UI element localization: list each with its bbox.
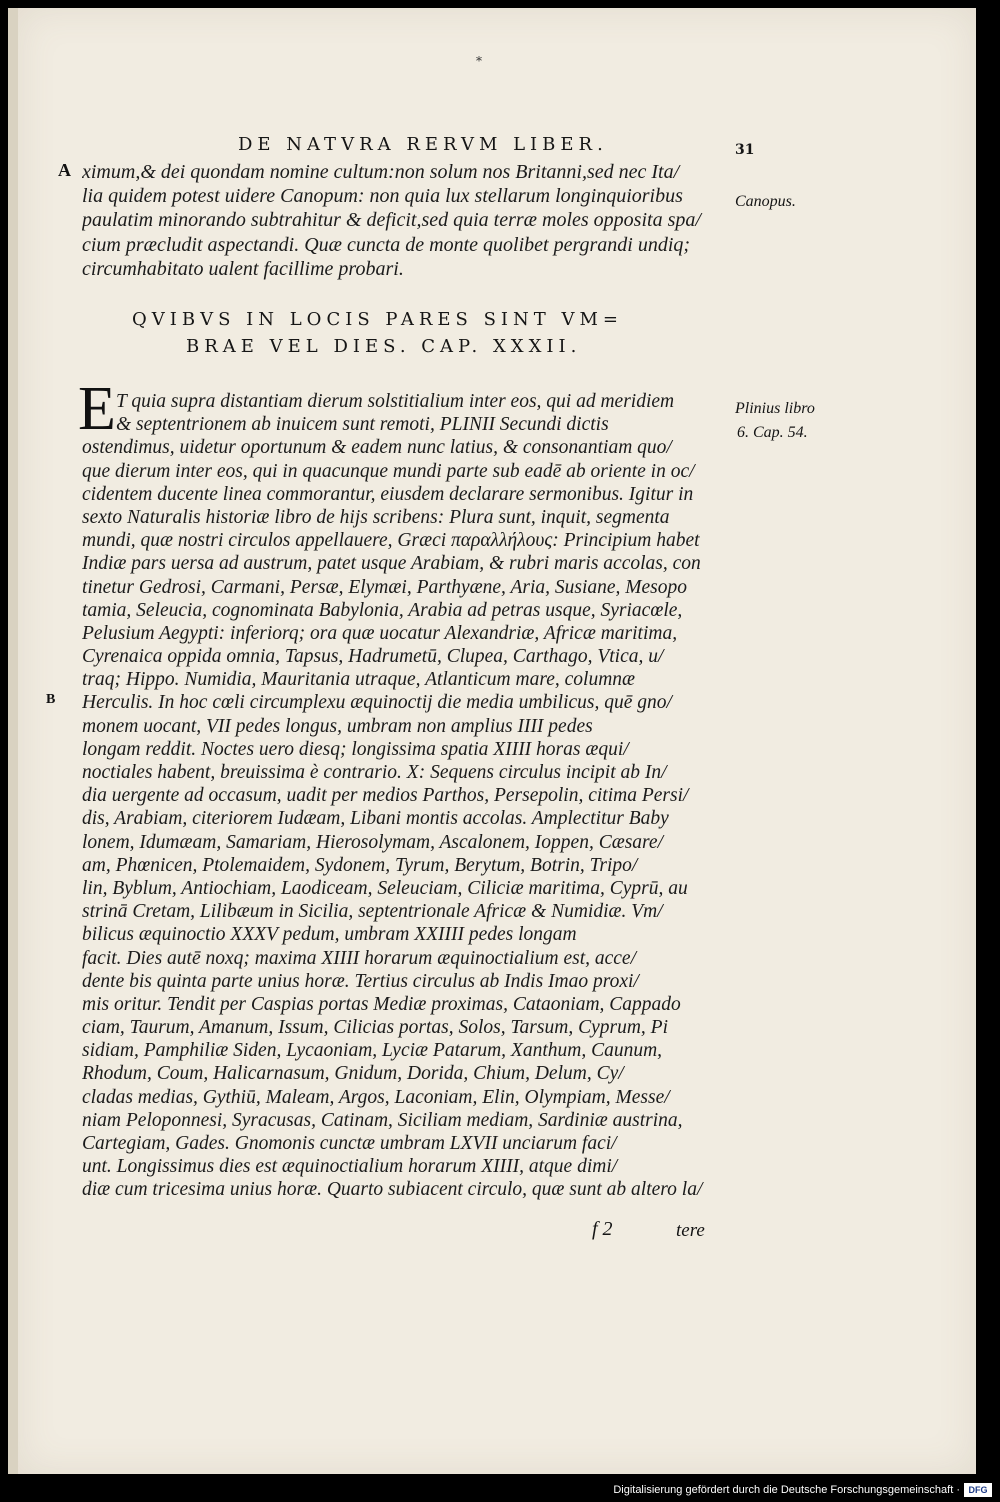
text-line: unt. Longissimus dies est æquinoctialium horarum XIIII, atque dimi/	[82, 1156, 618, 1178]
text-line: Cyrenaica oppida omnia, Tapsus, Hadrumetū, Clupea, Carthago, Vtica, u/	[82, 646, 664, 668]
text-line: mundi, quæ nostri circulos appellauere, Græci παραλλήλους: Principium habet	[82, 530, 700, 552]
section-marker-a: A	[58, 160, 71, 180]
text-line: tamia, Seleucia, cognominata Babylonia, Arabia ad petras usque, Syriacœle,	[82, 599, 683, 621]
funding-credit: Digitalisierung gefördert durch die Deutsche Forschungsgemeinschaft ·	[613, 1484, 960, 1496]
margin-note-chapter-ref: 6. Cap. 54.	[737, 424, 808, 441]
text-line: noctiales habent, breuissima è contrario. X: Sequens circulus incipit ab In/	[82, 762, 667, 783]
text-line: ximum,& dei quondam nomine cultum:non solum nos Britanni,sed nec Ita/	[82, 161, 680, 183]
text-line: dis, Arabiam, citeriorem Iudæam, Libani montis accolas. Amplectitur Baby	[82, 808, 669, 830]
text-line: diæ cum tricesima unius horæ. Quarto subiacent circulo, quæ sunt ab altero la/	[82, 1179, 703, 1201]
text-line: lia quidem potest uidere Canopum: non quia lux stellarum longinquioribus	[82, 185, 683, 208]
text-line: cidentem ducente linea commorantur, eiusdem declarare sermonibus. Igitur in	[82, 483, 694, 505]
margin-note-canopus: Canopus.	[735, 193, 796, 210]
text-line: ostendimus, uidetur oportunum & eadem nunc latius, & consonantiam quo/	[82, 437, 672, 459]
text-line: Indiæ pars uersa ad austrum, patet usque Arabiam, & rubri maris accolas, con	[82, 553, 701, 575]
catchword: tere	[676, 1220, 705, 1241]
text-line: que dierum inter eos, qui in quacunque mundi parte sub eadē ab oriente in oc/	[82, 460, 695, 482]
running-head: DE NATVRA RERVM LIBER.	[238, 134, 608, 155]
text-line: ciam, Taurum, Amanum, Issum, Cilicias portas, Solos, Tarsum, Cyprum, Pi	[82, 1017, 668, 1039]
text-line: tinetur Gedrosi, Carmani, Persæ, Elymæi, Parthyæne, Aria, Susiane, Mesopo	[82, 576, 688, 598]
text-line: mis oritur. Tendit per Caspias portas Mediæ proximas, Cataoniam, Cappado	[82, 993, 681, 1015]
text-line: am, Phœnicen, Ptolemaidem, Sydonem, Tyrum, Berytum, Botrin, Tripo/	[82, 854, 638, 876]
text-line: lin, Byblum, Antiochiam, Laodiceam, Seleuciam, Ciliciæ maritima, Cyprū, au	[82, 877, 688, 899]
text-line: traq; Hippo. Numidia, Mauritania utraque, Atlanticum mare, columnæ	[82, 669, 636, 691]
text-line: & septentrionem ab inuicem sunt remoti, PLINII Secundi dictis	[116, 414, 609, 436]
text-line: lonem, Idumæam, Samariam, Hierosolymam, Ascalonem, Ioppen, Cæsare/	[82, 831, 663, 853]
text-line: sidiam, Pamphiliæ Siden, Lycaoniam, Lyciæ Patarum, Xanthum, Caunum,	[82, 1040, 663, 1062]
text-line: monem uocant, VII pedes longus, umbram non amplius IIII pedes	[82, 715, 593, 737]
text-line: Cartegiam, Gades. Gnomonis cunctæ umbram LXVII unciarum faci/	[82, 1133, 617, 1154]
text-line: Herculis. In hoc cœli circumplexu æquinoctij die media umbilicus, quē gno/	[82, 692, 672, 714]
text-line: bilicus æquinoctio XXXV pedum, umbram XXIIII pedes longam	[82, 924, 577, 946]
ornament: *	[476, 54, 482, 68]
text-line: niam Peloponnesi, Syracusas, Catinam, Siciliam mediam, Sardiniæ austrina,	[82, 1109, 683, 1131]
page-edge	[8, 8, 18, 1474]
main-text-block	[82, 390, 728, 1202]
text-line: dente bis quinta parte unius horæ. Tertius circulus ab Indis Imao proxi/	[82, 970, 639, 992]
text-line: Rhodum, Coum, Halicarnasum, Gnidum, Dorida, Chium, Delum, Cy/	[82, 1063, 624, 1085]
margin-note-plinius: Plinius libro	[735, 400, 815, 417]
text-line: facit. Dies autē noxq; maxima XIIII horarum æquinoctialium est, acce/	[82, 947, 637, 969]
chapter-heading-line-2: BRAE VEL DIES. CAP. XXXII.	[186, 336, 582, 357]
text-line: longam reddit. Noctes uero diesq; longissima spatia XIIII horas æqui/	[82, 738, 629, 760]
page-number: 31	[735, 142, 755, 158]
drop-cap: E	[78, 375, 116, 443]
text-line: strinā Cretam, Lilibæum in Sicilia, septentrionale Africæ & Numidiæ. Vm/	[82, 901, 663, 923]
text-line: cladas medias, Gythiū, Maleam, Argos, Laconiam, Elin, Olympiam, Messe/	[82, 1086, 670, 1108]
text-line: cium præcludit aspectandi. Quæ cuncta de monte quolibet pergrandi undiq;	[82, 233, 691, 256]
text-line: dia uergente ad occasum, uadit per medios Parthos, Persepolin, citima Persi/	[82, 785, 689, 807]
text-line: paulatim minorando subtrahitur & deficit,sed quia terræ moles opposita spa/	[82, 209, 701, 232]
text-line: Pelusium Aegypti: inferiorq; ora quæ uocatur Alexandriæ, Africæ maritima,	[82, 622, 678, 644]
text-line: circumhabitato ualent facillime probari.	[82, 257, 404, 280]
dfg-logo: DFG	[964, 1483, 992, 1497]
text-block-a	[82, 160, 728, 281]
signature-mark: f 2	[592, 1218, 613, 1240]
chapter-heading-line-1: QVIBVS IN LOCIS PARES SINT VM=	[132, 309, 624, 330]
text-line: T quia supra distantiam dierum solstitialium inter eos, qui ad meridiem	[116, 391, 675, 412]
section-marker-b: B	[46, 692, 56, 707]
text-line: sexto Naturalis historiæ libro de hijs scribens: Plura sunt, inquit, segmenta	[82, 506, 670, 528]
